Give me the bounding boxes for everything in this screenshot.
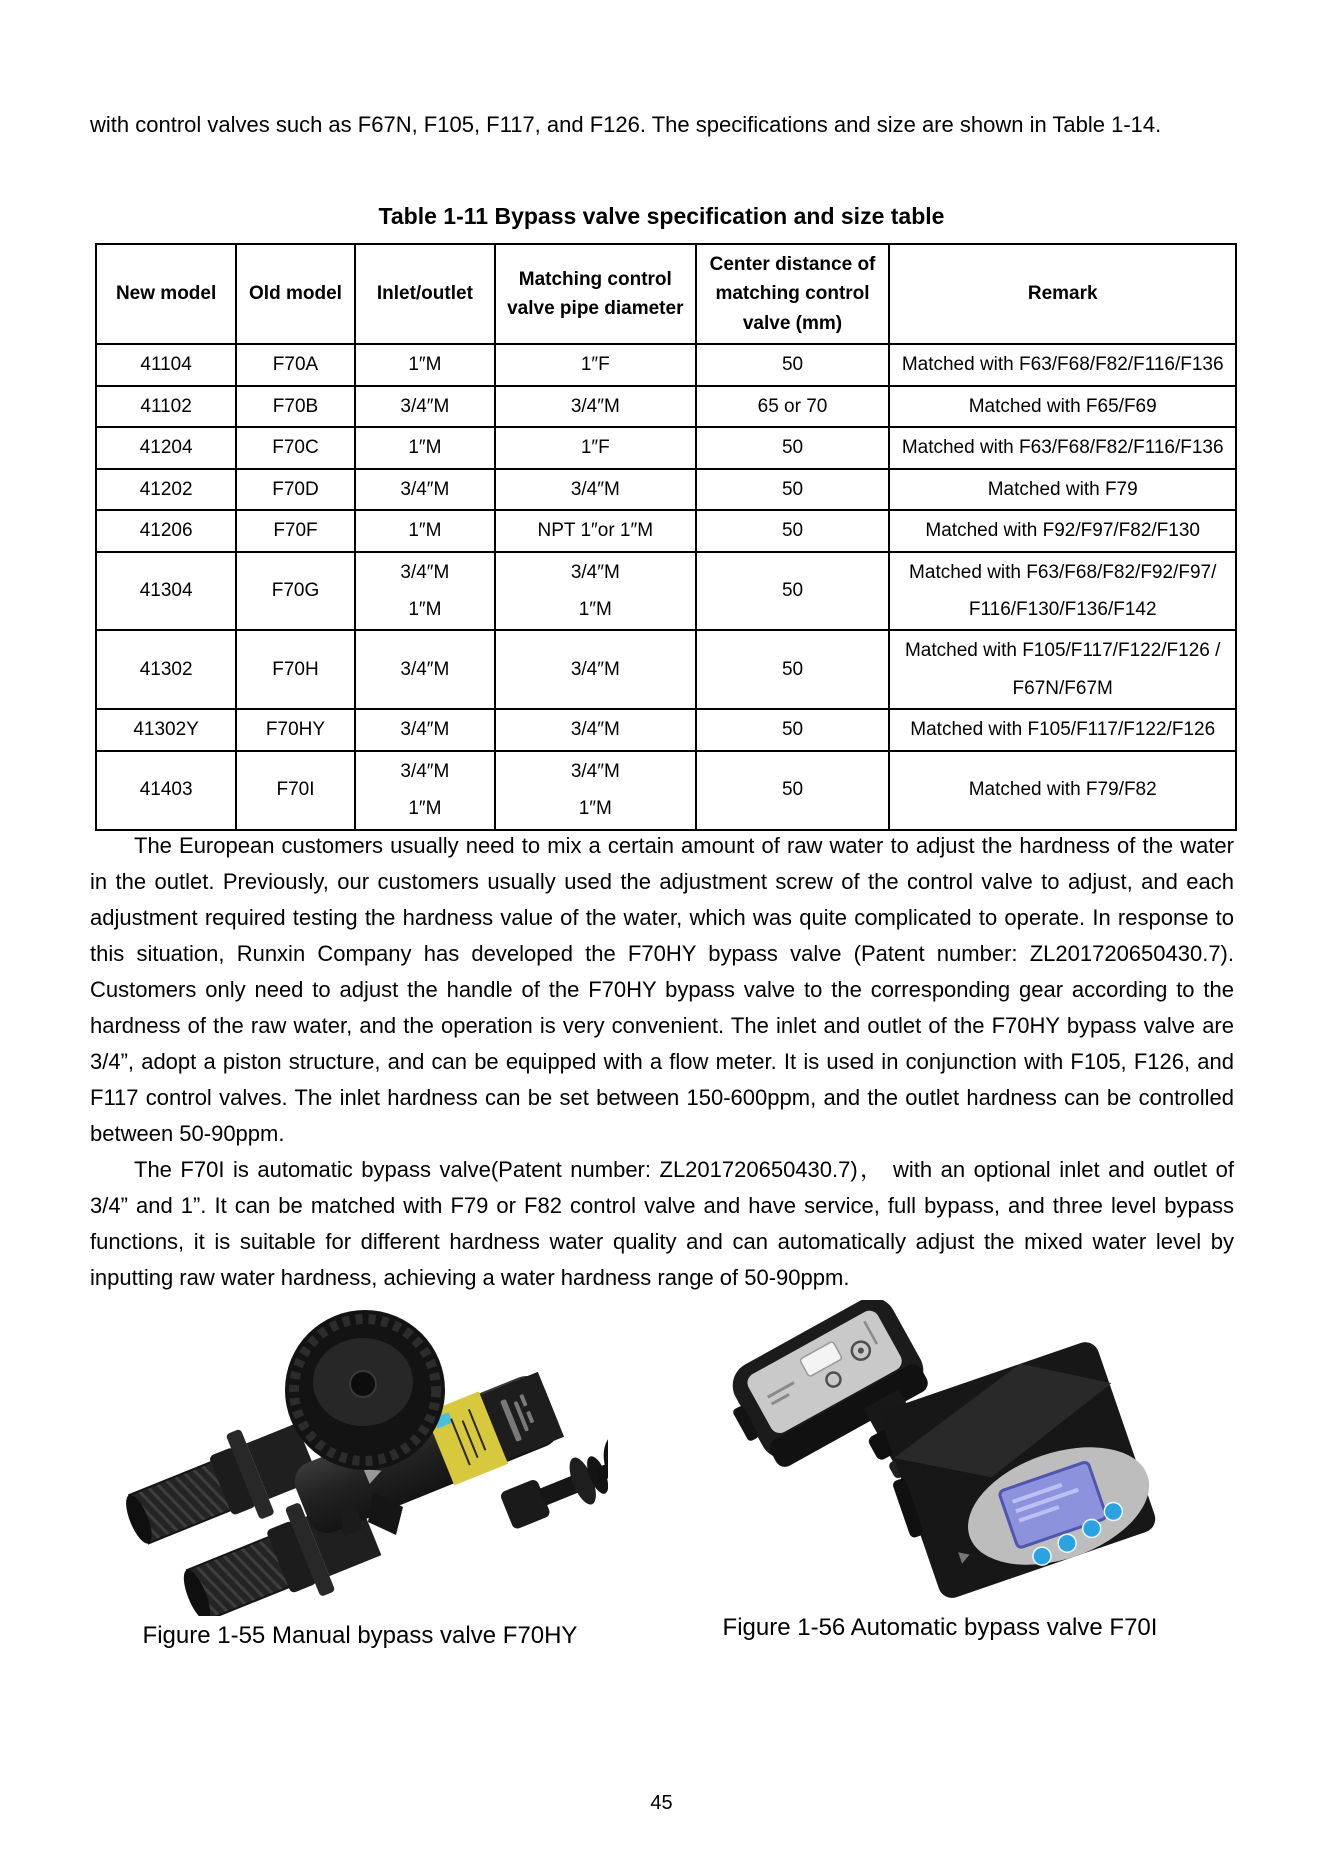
cell-line: 41302Y <box>133 719 199 741</box>
table-cell <box>236 630 355 709</box>
table-cell <box>696 344 890 385</box>
cell-line: F70HY <box>265 719 326 741</box>
table-cell <box>96 427 236 468</box>
cell-line: 50 <box>781 478 804 500</box>
table-cell <box>236 510 355 551</box>
table-cell <box>696 630 890 709</box>
column-header <box>236 244 355 344</box>
table-cell <box>889 427 1236 468</box>
cell-line: Matching control valve pipe diameter <box>507 268 684 320</box>
table-row <box>96 344 1236 385</box>
cell-line: Old model <box>249 283 342 305</box>
cell-line: 41102 <box>140 395 192 417</box>
paragraph-f70hy: The European customers usually need to mix a certain amount of raw water to adjust the hardness of the water in the outlet. Previously, our customers usually used the adjustment screw of the control valve to adjust, and each adjustment required testing the hardness value of the water, which was quite complicated to operate. In response to this situation, Runxin Company has developed the F70HY bypass valve (Patent number: ZL201720650430.7). Customers only need to adjust the handle of the F70HY bypass valve to the corresponding gear according to the hardness of the raw water, and the operation is very convenient. The inlet and outlet of the F70HY bypass valve are 3/4”, adopt a piston structure, and can be equipped with a flow meter. It is used in conjunction with F105, F126, and F117 control valves. The inlet hardness can be set between 150-600ppm, and the outlet hardness can be controlled between 50-90ppm. <box>90 833 1234 1146</box>
table-cell <box>889 386 1236 427</box>
cell-line: F70B <box>272 395 319 417</box>
cell-line: Remark <box>1027 283 1098 305</box>
cell-line: 50 <box>781 719 804 741</box>
body-text <box>90 828 1234 1296</box>
cell-line: Matched with F65/F69 <box>968 395 1157 417</box>
cell-line: 1″M <box>578 798 612 820</box>
cell-line: F67N/F67M <box>1012 677 1113 699</box>
table-row <box>96 552 1236 631</box>
table-cell <box>355 709 495 750</box>
figure-caption-f70hy: Figure 1-55 Manual bypass valve F70HY <box>142 1622 578 1649</box>
table-cell <box>495 469 696 510</box>
cell-line: 1″M <box>408 798 442 820</box>
table-cell <box>889 630 1236 709</box>
table-cell <box>495 552 696 631</box>
cell-line: 50 <box>781 779 804 801</box>
cell-line: 3/4″M <box>570 561 620 583</box>
table-cell <box>696 469 890 510</box>
header-row <box>96 244 1236 344</box>
table-cell <box>696 427 890 468</box>
table-cell <box>236 427 355 468</box>
table-row <box>96 427 1236 468</box>
table-cell <box>889 344 1236 385</box>
table-cell <box>495 427 696 468</box>
cell-line: Matched with F79/F82 <box>968 779 1157 801</box>
table-title: Table 1-11 Bypass valve specification and size table <box>378 203 945 229</box>
cell-line: 41204 <box>139 437 193 459</box>
table-cell <box>495 344 696 385</box>
cell-line: 41302 <box>139 659 193 681</box>
cell-line: New model <box>115 283 217 305</box>
cell-line: 1″M <box>408 598 442 620</box>
table-cell <box>96 552 236 631</box>
cell-line: 3/4″M <box>400 395 450 417</box>
cell-line: F70G <box>271 580 320 602</box>
cell-line: 1″M <box>408 354 442 376</box>
table-row <box>96 630 1236 709</box>
cell-line: 41104 <box>140 354 192 376</box>
cell-line: Matched with F105/F117/F122/F126 <box>910 719 1216 741</box>
table-cell <box>889 751 1236 830</box>
figure-caption-f70i: Figure 1-56 Automatic bypass valve F70I <box>722 1614 1158 1641</box>
cell-line: 41304 <box>139 580 193 602</box>
table-cell <box>236 709 355 750</box>
table-cell <box>236 386 355 427</box>
cell-line: Center distance of matching control valve (mm) <box>709 254 876 334</box>
cell-line: 3/4″M <box>400 760 450 782</box>
cell-line: Matched with F105/F117/F122/F126 / <box>904 640 1221 662</box>
cell-line: 1″M <box>408 437 442 459</box>
table-cell <box>696 552 890 631</box>
table-cell <box>696 709 890 750</box>
cell-line: NPT 1″or 1″M <box>537 520 654 542</box>
cell-line: 3/4″M <box>400 719 450 741</box>
cell-line: 3/4″M <box>400 659 450 681</box>
table-row <box>96 386 1236 427</box>
table-cell <box>696 751 890 830</box>
table-cell <box>96 386 236 427</box>
table-cell <box>236 552 355 631</box>
column-header <box>495 244 696 344</box>
cell-line: 41202 <box>139 478 193 500</box>
cell-line: Matched with F63/F68/F82/F92/F97/ <box>909 561 1217 583</box>
intro-paragraph: with control valves such as F67N, F105, F117, and F126. The specifications and size are shown in Table 1-14. <box>90 112 1162 137</box>
spec-table-body <box>96 344 1236 829</box>
cell-line: Inlet/outlet <box>376 283 473 305</box>
column-header <box>96 244 236 344</box>
table-cell <box>236 469 355 510</box>
manual-bypass-valve-image <box>118 1296 608 1616</box>
table-cell <box>355 427 495 468</box>
table-cell <box>96 344 236 385</box>
table-cell <box>355 552 495 631</box>
table-cell <box>696 510 890 551</box>
spec-table <box>95 243 1237 831</box>
cell-line: 3/4″M <box>570 478 620 500</box>
table-cell <box>889 552 1236 631</box>
cell-line: 1″M <box>408 520 442 542</box>
table-cell <box>495 386 696 427</box>
cell-line: 3/4″M <box>570 659 620 681</box>
table-cell <box>236 344 355 385</box>
cell-line: Matched with F92/F97/F82/F130 <box>925 520 1200 542</box>
cell-line: 1″F <box>580 437 610 459</box>
cell-line: 3/4″M <box>400 561 450 583</box>
cell-line: F70I <box>276 779 315 801</box>
column-header <box>355 244 495 344</box>
cell-line: F70A <box>272 354 319 376</box>
table-cell <box>355 630 495 709</box>
table-cell <box>96 630 236 709</box>
cell-line: Matched with F79 <box>987 478 1138 500</box>
paragraph-f70i: The F70I is automatic bypass valve(Patent number: ZL201720650430.7)， with an optional inlet and outlet of 3/4” and 1”. It can be matched with F79 or F82 control valve and have service, full bypass, and three level bypass functions, it is suitable for different hardness water quality and can automatically adjust the mixed water level by inputting raw water hardness, achieving a water hardness range of 50-90ppm. <box>90 1157 1234 1290</box>
table-cell <box>889 510 1236 551</box>
column-header <box>889 244 1236 344</box>
automatic-bypass-valve-image <box>688 1300 1158 1605</box>
table-row <box>96 469 1236 510</box>
table-cell <box>495 510 696 551</box>
table-cell <box>96 751 236 830</box>
table-cell <box>495 751 696 830</box>
cell-line: 50 <box>781 437 804 459</box>
table-cell <box>495 630 696 709</box>
table-row <box>96 709 1236 750</box>
table-cell <box>889 709 1236 750</box>
cell-line: 50 <box>781 659 804 681</box>
table-cell <box>236 751 355 830</box>
table-cell <box>355 344 495 385</box>
cell-line: Matched with F63/F68/F82/F116/F136 <box>901 437 1224 459</box>
table-cell <box>355 469 495 510</box>
cell-line: F70C <box>272 437 319 459</box>
table-cell <box>696 386 890 427</box>
cell-line: F70F <box>273 520 318 542</box>
table-row <box>96 751 1236 830</box>
cell-line: 41403 <box>139 779 193 801</box>
cell-line: 50 <box>781 354 804 376</box>
cell-line: 65 or 70 <box>757 395 828 417</box>
cell-line: 3/4″M <box>570 395 620 417</box>
cell-line: F70H <box>272 659 319 681</box>
table-row <box>96 510 1236 551</box>
table-cell <box>355 386 495 427</box>
table-cell <box>355 510 495 551</box>
cell-line: F116/F130/F136/F142 <box>968 598 1157 620</box>
cell-line: F70D <box>272 478 319 500</box>
cell-line: 3/4″M <box>570 760 620 782</box>
table-cell <box>495 709 696 750</box>
cell-line: 41206 <box>139 520 193 542</box>
table-cell <box>889 469 1236 510</box>
column-header <box>696 244 890 344</box>
cell-line: 50 <box>781 520 804 542</box>
spec-table-head <box>96 244 1236 344</box>
table-cell <box>96 709 236 750</box>
cell-line: 1″M <box>578 598 612 620</box>
cell-line: 50 <box>781 580 804 602</box>
cell-line: Matched with F63/F68/F82/F116/F136 <box>901 354 1224 376</box>
table-cell <box>355 751 495 830</box>
table-cell <box>96 469 236 510</box>
page-number: 45 <box>650 1792 673 1814</box>
cell-line: 3/4″M <box>570 719 620 741</box>
table-cell <box>96 510 236 551</box>
cell-line: 1″F <box>580 354 610 376</box>
cell-line: 3/4″M <box>400 478 450 500</box>
